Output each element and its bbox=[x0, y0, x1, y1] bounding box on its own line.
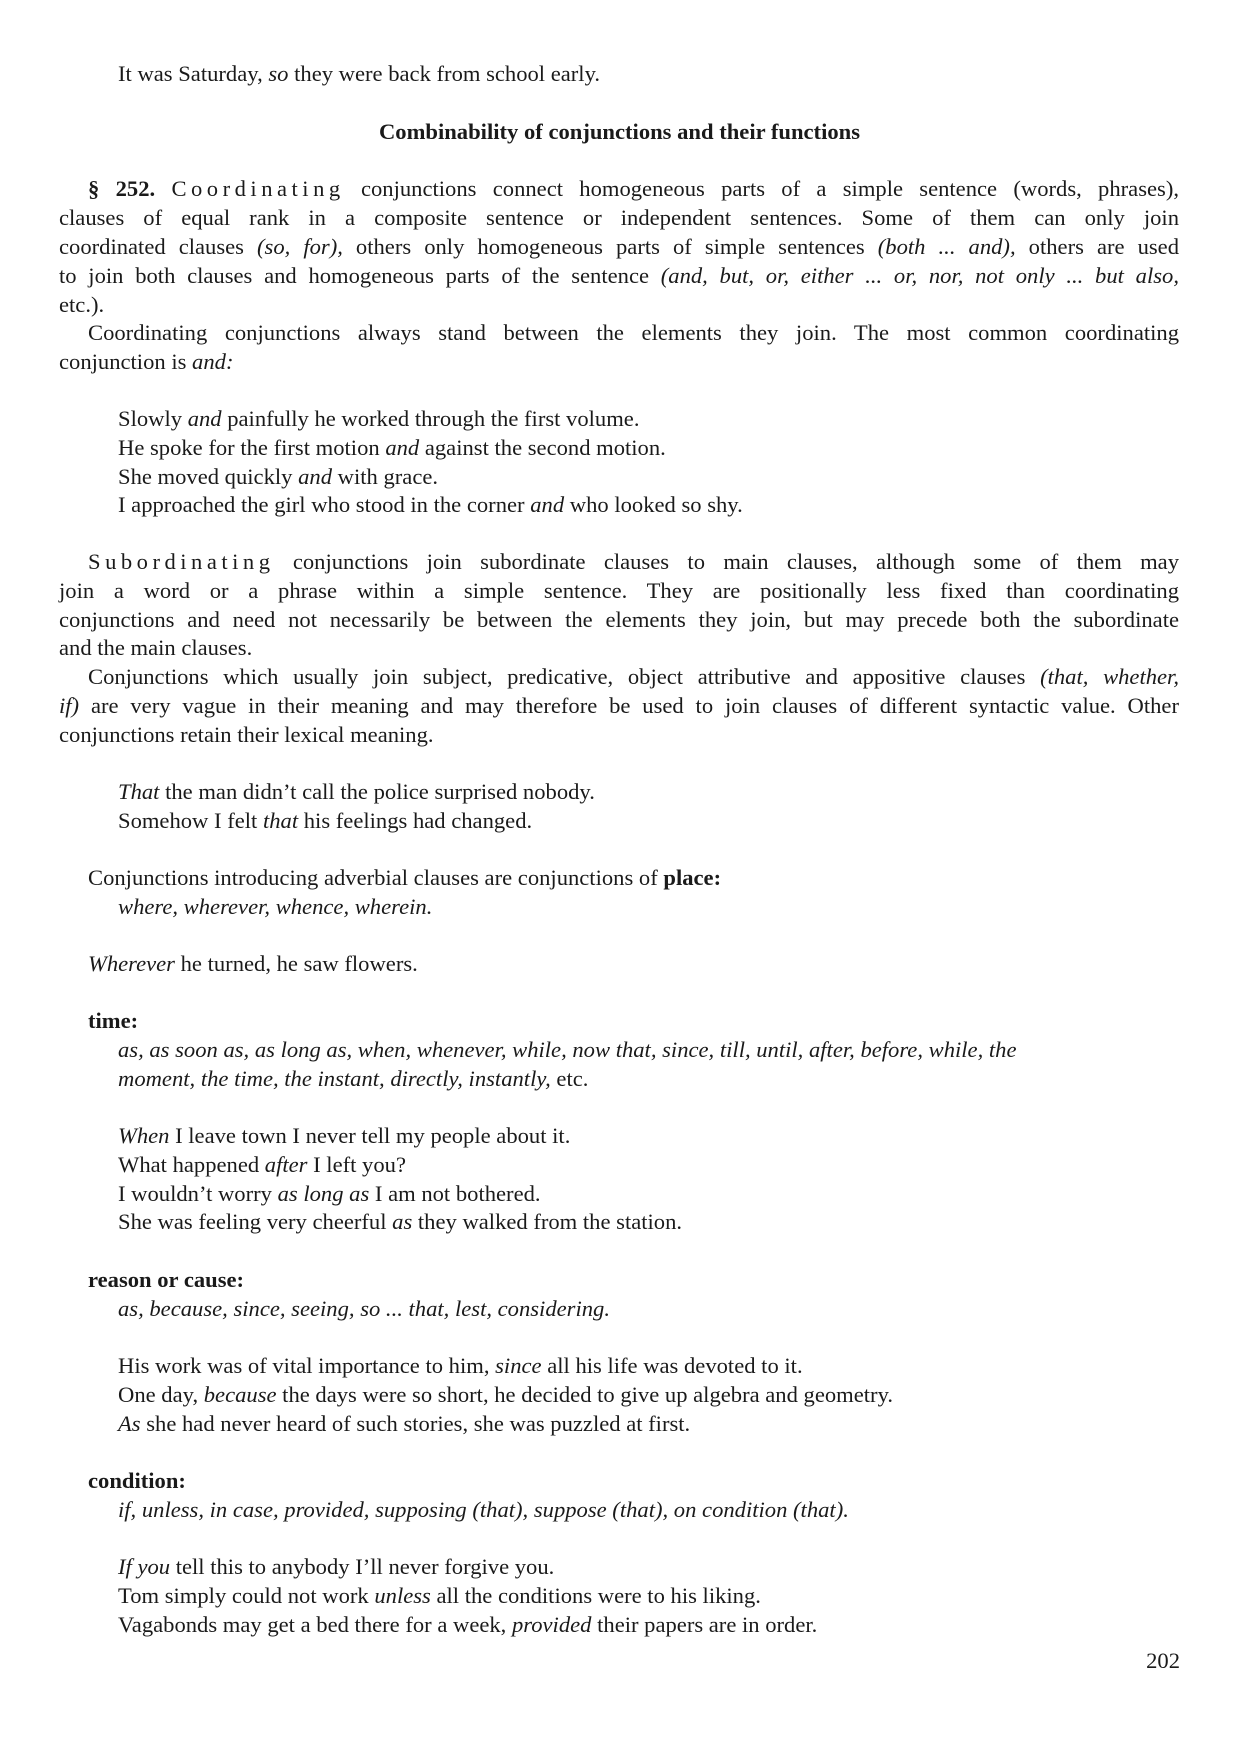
example-line: She moved quickly and with grace. bbox=[118, 464, 439, 489]
example-line: I approached the girl who stood in the corner and who looked so shy. bbox=[118, 492, 743, 517]
example-line: Tom simply could not work unless all the conditions were to his liking. bbox=[118, 1583, 761, 1608]
example-line: I wouldn’t worry as long as I am not bothered. bbox=[118, 1181, 541, 1206]
sec252-line-5: etc.). bbox=[59, 292, 105, 317]
time-list-1: as, as soon as, as long as, when, whenever, while, now that, since, till, until, after, before, while, the bbox=[118, 1037, 1017, 1062]
sec252-line-2: clauses of equal rank in a composite sentence or independent sentences. Some of them can only join bbox=[59, 205, 1179, 230]
example-line: He spoke for the first motion and against the second motion. bbox=[118, 435, 666, 460]
sub-line-4: and the main clauses. bbox=[59, 635, 253, 660]
example-line: One day, because the days were so short, he decided to give up algebra and geometry. bbox=[118, 1382, 894, 1407]
sub-line-1: Subordinating conjunctions join subordinate clauses to main clauses, although some of them may bbox=[88, 549, 1179, 574]
place-example: Wherever he turned, he saw flowers. bbox=[88, 951, 418, 976]
sec252-line-3: coordinated clauses (so, for), others only homogeneous parts of simple sentences (both ... and), others are used bbox=[59, 234, 1179, 259]
reason-list: as, because, since, seeing, so ... that, lest, considering. bbox=[118, 1296, 610, 1321]
sec252-line-1: § 252. Coordinating conjunctions connect homogeneous parts of a simple sentence (words, phrases), bbox=[88, 176, 1179, 201]
place-list: where, wherever, whence, wherein. bbox=[118, 894, 433, 919]
example-line: When I leave town I never tell my people about it. bbox=[118, 1123, 571, 1148]
example-line: If you tell this to anybody I’ll never forgive you. bbox=[118, 1554, 555, 1579]
example-line: Slowly and painfully he worked through the first volume. bbox=[118, 406, 640, 431]
intro-line: It was Saturday, so they were back from school early. bbox=[118, 61, 601, 86]
example-line: That the man didn’t call the police surprised nobody. bbox=[118, 779, 595, 804]
sub-line-2: join a word or a phrase within a simple sentence. They are positionally less fixed than coordinating bbox=[59, 578, 1179, 603]
sec252-p2-line-1: Coordinating conjunctions always stand between the elements they join. The most common coordinating bbox=[88, 320, 1179, 345]
example-line: As she had never heard of such stories, she was puzzled at first. bbox=[118, 1411, 691, 1436]
example-line: Vagabonds may get a bed there for a week, provided their papers are in order. bbox=[118, 1612, 818, 1637]
sub-line-3: conjunctions and need not necessarily be between the elements they join, but may precede both the subordinate bbox=[59, 607, 1179, 632]
sec252-line-4: to join both clauses and homogeneous parts of the sentence (and, but, or, either ... or, nor, not only ... but also, bbox=[59, 263, 1179, 288]
sub-p2-line-3: conjunctions retain their lexical meaning. bbox=[59, 722, 434, 747]
reason-label: reason or cause: bbox=[88, 1267, 245, 1292]
time-list-2: moment, the time, the instant, directly, instantly, etc. bbox=[118, 1066, 589, 1091]
place-intro: Conjunctions introducing adverbial clauses are conjunctions of place: bbox=[88, 865, 722, 890]
condition-label: condition: bbox=[88, 1468, 186, 1493]
condition-list: if, unless, in case, provided, supposing (that), suppose (that), on condition (that). bbox=[118, 1497, 849, 1522]
page-number: 202 bbox=[1146, 1648, 1180, 1673]
example-line: Somehow I felt that his feelings had changed. bbox=[118, 808, 533, 833]
time-label: time: bbox=[88, 1008, 139, 1033]
sec252-p2-line-2: conjunction is and: bbox=[59, 349, 234, 374]
example-line: She was feeling very cheerful as they walked from the station. bbox=[118, 1209, 683, 1234]
sub-p2-line-1: Conjunctions which usually join subject, predicative, object attributive and appositive clauses (that, whether, bbox=[88, 664, 1179, 689]
section-heading: Combinability of conjunctions and their functions bbox=[378, 119, 861, 144]
sub-p2-line-2: if) are very vague in their meaning and may therefore be used to join clauses of different syntactic value. Other bbox=[59, 693, 1179, 718]
example-line: His work was of vital importance to him, since all his life was devoted to it. bbox=[118, 1353, 803, 1378]
example-line: What happened after I left you? bbox=[118, 1152, 406, 1177]
